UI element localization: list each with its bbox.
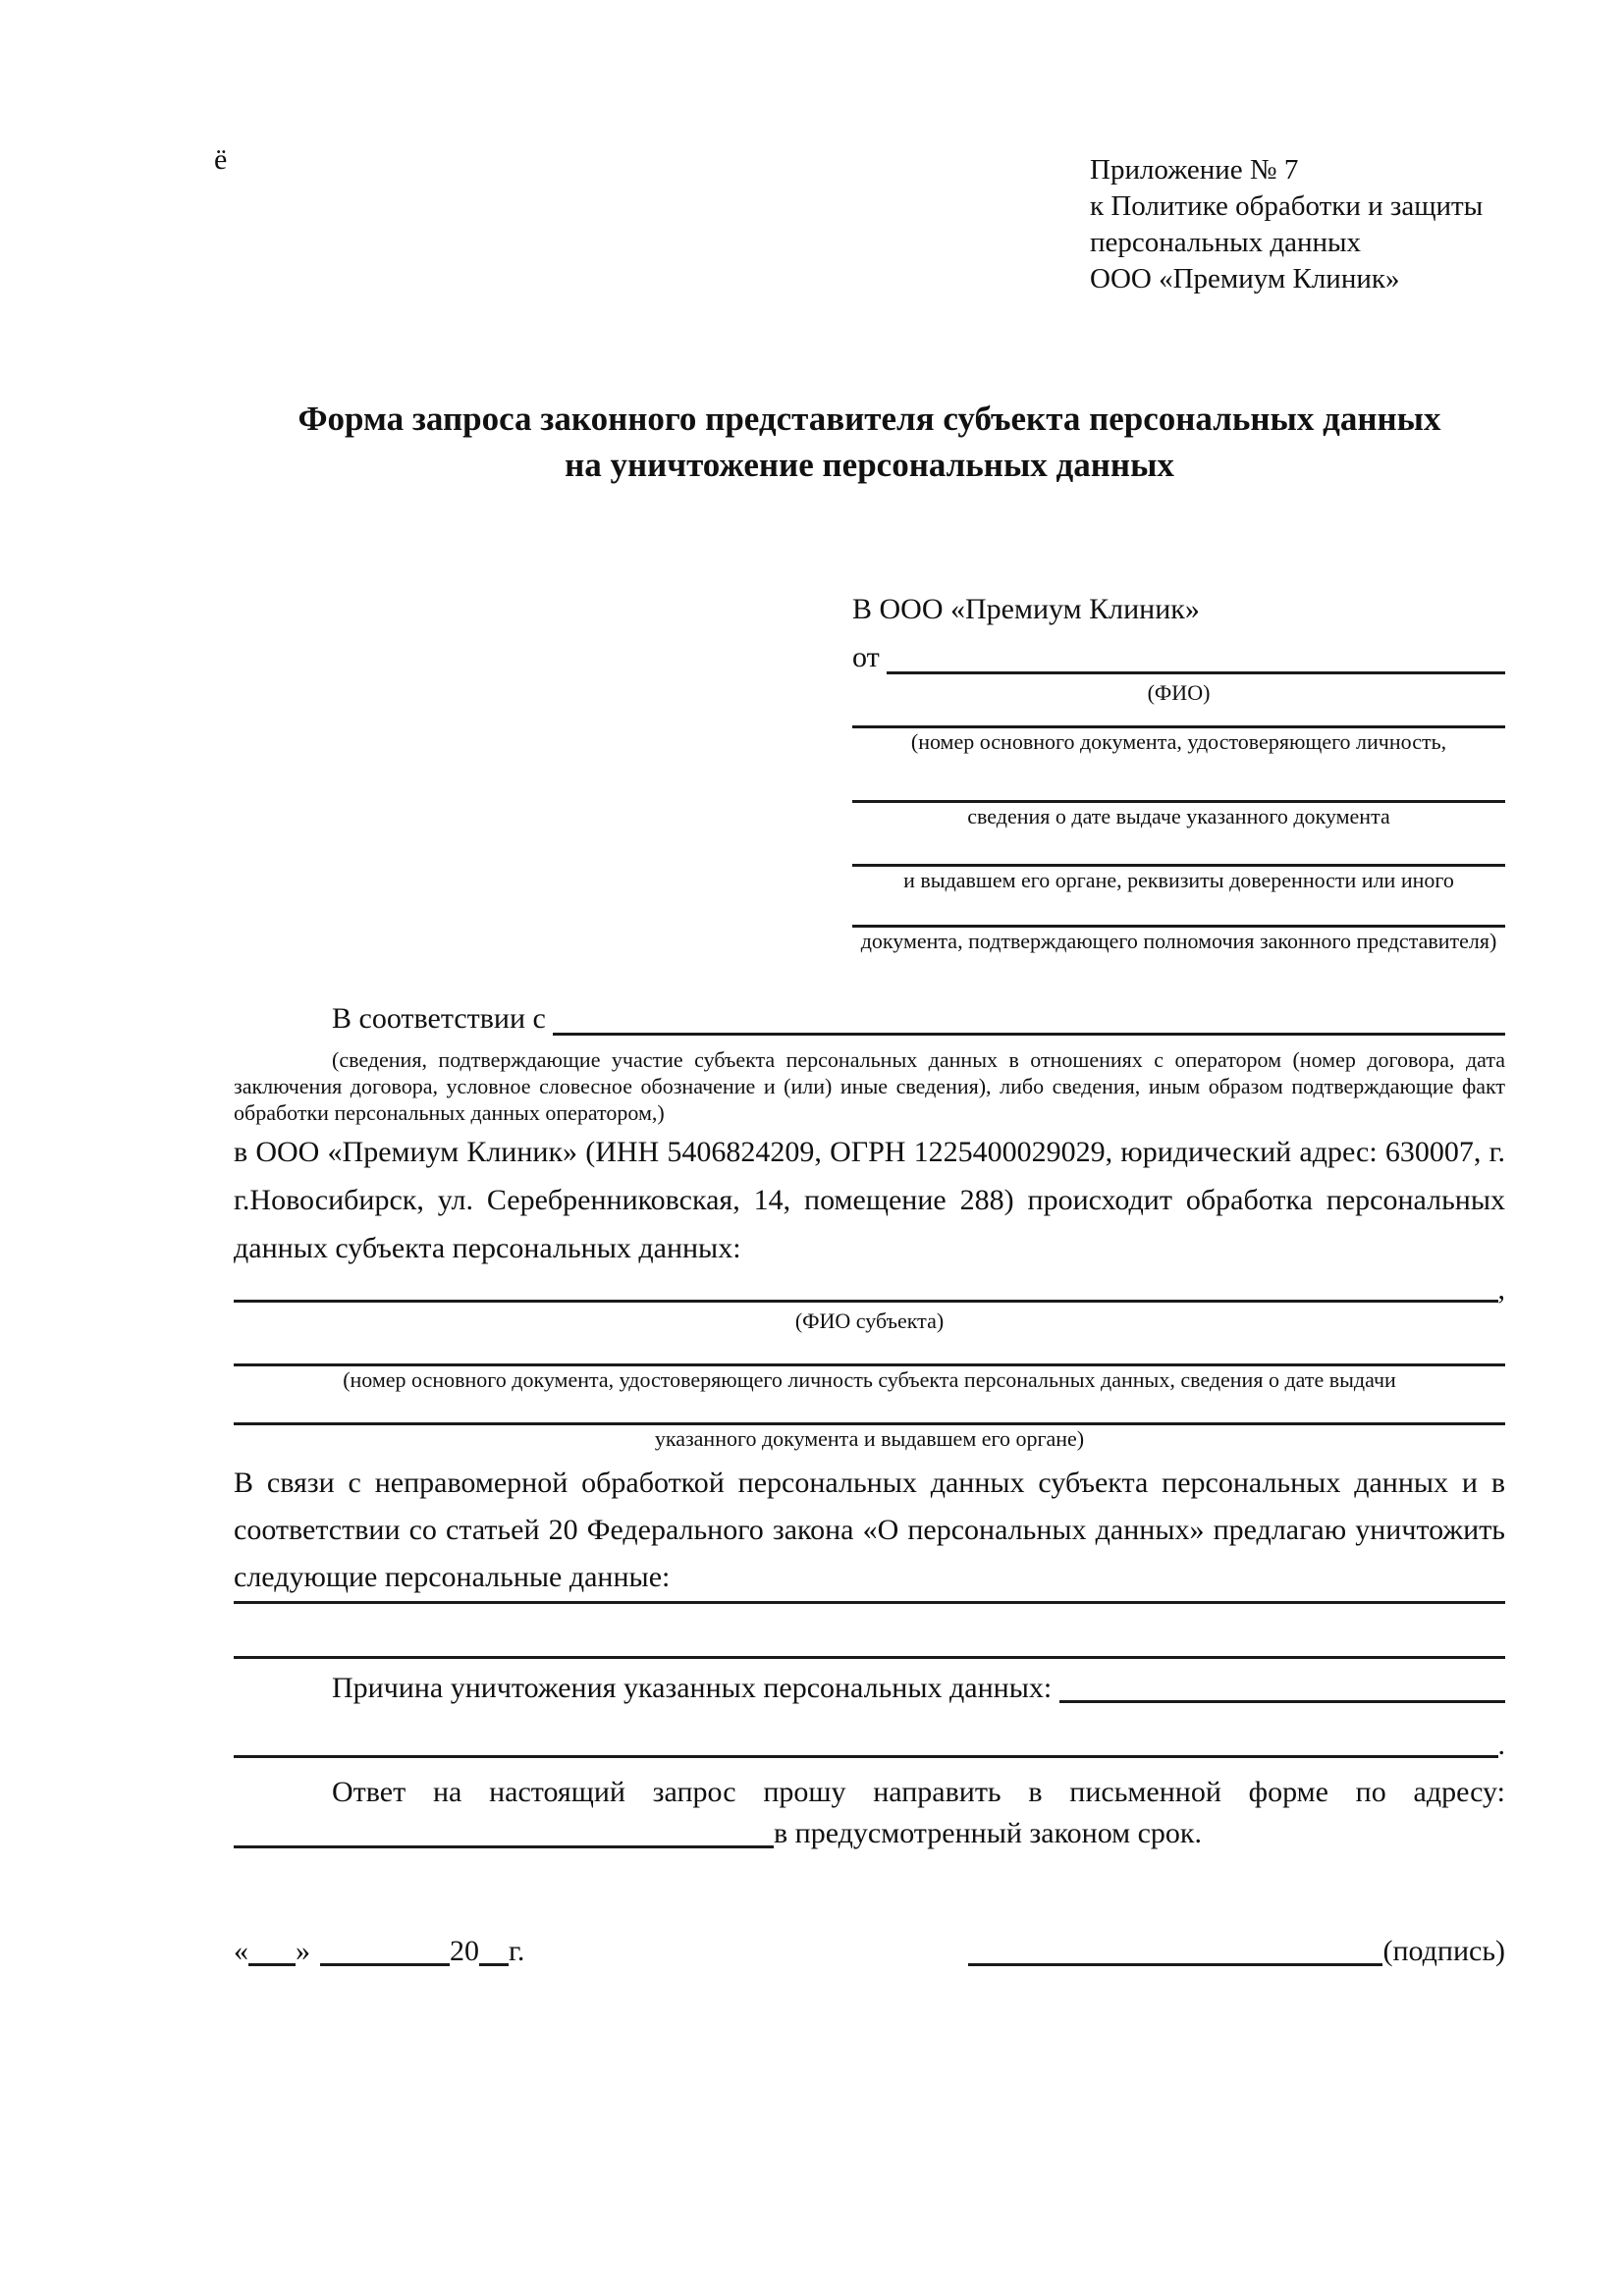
accordance-lead: В соответствии с	[332, 1002, 554, 1035]
reason-continuation-row	[234, 1728, 1505, 1763]
reason-continuation-input-line[interactable]	[234, 1728, 1498, 1758]
appendix-line: Приложение № 7	[1090, 154, 1299, 186]
appendix-line: к Политике обработки и защиты	[1090, 190, 1484, 222]
document-title-line2: на уничтожение персональных данных	[565, 446, 1174, 484]
appendix-line: персональных данных	[1090, 227, 1362, 258]
doc-caption-2: сведения о дате выдаче указанного документа	[967, 804, 1390, 828]
subject-fio-row	[234, 1272, 1505, 1308]
from-label: от	[852, 641, 888, 673]
stray-character: ё	[214, 143, 228, 176]
reply-address-input-line[interactable]	[234, 1814, 774, 1848]
demand-paragraph: В связи с неправомерной обработкой персональных данных субъекта персональных данных и в соответствии со статьей 20 Федерального закона «О персональных данных» предлагаю уничтожить следующие персональные данные:	[234, 1467, 1505, 1593]
reason-row	[234, 1669, 1505, 1708]
from-row	[852, 636, 1505, 679]
footer-row	[234, 1930, 1505, 1973]
reason-lead: Причина уничтожения указанных персональных данных:	[332, 1672, 1059, 1704]
reply-address-row	[234, 1814, 1505, 1853]
subject-fio-caption: (ФИО субъекта)	[794, 1308, 945, 1333]
doc-caption-1: (номер основного документа, удостоверяющего личность,	[910, 729, 1447, 754]
date-year-suffix: г.	[509, 1935, 525, 1967]
reply-deadline-text: в предусмотренный законом срок.	[774, 1817, 1202, 1849]
addressee-to: В ООО «Премиум Клиник»	[852, 593, 1200, 625]
subject-doc-caption-1: (номер основного документа, удостоверяющего личность субъекта персональных данных, сведения о дате выдачи	[343, 1367, 1396, 1392]
signature-caption: (подпись)	[1382, 1935, 1505, 1967]
signature-input-line[interactable]	[968, 1963, 1382, 1966]
document-content	[234, 0, 1505, 1973]
date-quote-close: »	[296, 1935, 310, 1967]
subject-doc-caption-2: указанного документа и выдавшем его органе)	[654, 1426, 1085, 1451]
operator-paragraph: в ООО «Премиум Клиник» (ИНН 5406824209, ОГРН 1225400029029, юридический адрес: 630007, г. г.Новосибирск, ул. Серебренниковская, 14, помещение 288) происходит обработка персональных данных субъекта персональных данных:	[234, 1136, 1505, 1264]
fio-caption: (ФИО)	[1147, 680, 1211, 705]
trailing-comma: ,	[1497, 1273, 1505, 1306]
date-quote-open: «	[234, 1935, 248, 1967]
doc-caption-4: документа, подтверждающего полномочия законного представителя)	[860, 929, 1497, 953]
appendix-header	[1090, 0, 1505, 297]
subject-fio-input-line[interactable]	[234, 1272, 1498, 1303]
data-to-destroy-input-line-2[interactable]	[234, 1656, 1505, 1659]
date-block	[234, 1930, 524, 1973]
document-title-line1: Форма запроса законного представителя субъекта персональных данных	[298, 400, 1441, 438]
trailing-period: .	[1497, 1729, 1505, 1761]
addressee-block	[852, 591, 1505, 954]
date-day-input-line[interactable]	[248, 1963, 296, 1966]
date-month-input-line[interactable]	[320, 1963, 450, 1966]
accordance-note: (сведения, подтверждающие участие субъекта персональных данных в отношениях с оператором (номер договора, дата заключения договора, условное словесное обозначение и (или) иные сведения), либо сведения, иным образом подтверждающие факт обработки персональных данных оператором,)	[234, 1047, 1505, 1125]
accordance-row	[234, 997, 1505, 1041]
doc-caption-3: и выдавшем его органе, реквизиты доверенности или иного	[903, 868, 1454, 892]
signature-block	[968, 1930, 1505, 1973]
data-to-destroy-input-line-1[interactable]	[234, 1601, 1505, 1604]
date-year-input-line[interactable]	[479, 1963, 509, 1966]
document-title	[234, 396, 1505, 488]
date-year-prefix: 20	[450, 1935, 479, 1967]
accordance-input-line[interactable]	[553, 997, 1505, 1036]
representative-fio-input-line[interactable]	[887, 636, 1505, 674]
appendix-line: ООО «Премиум Клиник»	[1090, 263, 1400, 294]
reason-input-line[interactable]	[1059, 1669, 1505, 1703]
reply-request-line: Ответ на настоящий запрос прошу направить в письменной форме по адресу:	[332, 1776, 1505, 1808]
